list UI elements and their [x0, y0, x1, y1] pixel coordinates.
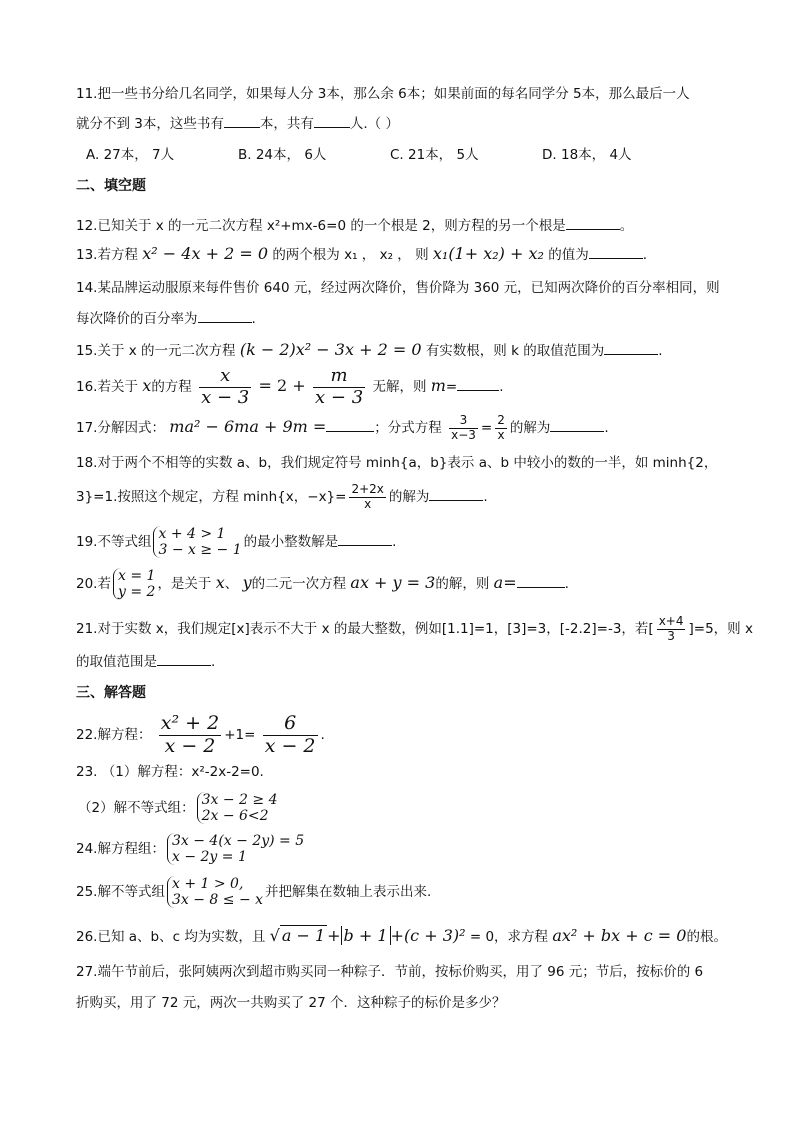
- q17-text-a: 17.分解因式：: [76, 420, 165, 436]
- q27-line1: 27.端午节前后，张阿姨两次到超市购买同一种粽子．节前，按标价购买，用了 96 元；节后，按标价的 6: [76, 964, 704, 980]
- numerator: 2: [497, 412, 505, 427]
- q12: [76, 215, 633, 236]
- q11-text-c: 人.（ ）: [349, 116, 399, 132]
- q26-text-a: 26.已知 a、b、c 均为实数，且: [76, 929, 266, 945]
- q11-text-b: 本，共有: [259, 116, 314, 132]
- q22-end: .: [320, 727, 325, 743]
- q25-text-b: 并把解集在数轴上表示出来.: [265, 884, 432, 900]
- q26: [76, 924, 727, 949]
- answer-blank[interactable]: [224, 113, 260, 128]
- system-line: 3x − 8 ≤ − x: [171, 892, 264, 908]
- q16-text-a: 16.若关于: [76, 379, 138, 396]
- q22-text-a: 22.解方程：: [76, 727, 152, 743]
- q25: [76, 872, 431, 912]
- q15-equation: (k − 2)x² − 3x + 2 = 0: [239, 340, 422, 359]
- q24: [76, 829, 306, 869]
- q13-equation: x² − 4x + 2 = 0: [142, 244, 269, 263]
- numerator: m: [313, 366, 365, 388]
- q27-line2: 折购买，用了 72 元，两次一共购买了 27 个．这种粽子的标价是多少？: [76, 995, 506, 1011]
- q13-text-b: 的两个根为 x₁ ， x₂ ， 则: [272, 247, 429, 263]
- system-line: x = 1: [117, 567, 156, 584]
- system-line: y = 2: [117, 584, 156, 600]
- q16-var-m: m: [430, 376, 446, 396]
- q11-line2: [76, 113, 399, 134]
- q11-options: [86, 145, 632, 165]
- q12-end: 。: [619, 218, 634, 234]
- q21-fraction: [657, 615, 686, 644]
- q23-line1: 23. （1）解方程：x²-2x-2=0.: [76, 764, 264, 780]
- system-line: x + 1 > 0,: [171, 875, 244, 892]
- section-title-solve: 三、解答题: [76, 685, 146, 701]
- q15: [76, 340, 663, 361]
- q16-fraction-right: [313, 366, 365, 408]
- system-line: 3x − 2 ≥ 4: [201, 791, 278, 808]
- system-line: 3x − 4(x − 2y) = 5: [171, 832, 305, 849]
- q24-text-a: 24.解方程组：: [76, 841, 165, 857]
- q23-line2: [78, 788, 279, 828]
- numerator: 3: [449, 414, 478, 429]
- q22-mid: +1=: [224, 727, 256, 743]
- numerator: 2+2x: [351, 481, 384, 496]
- denominator: 3: [667, 628, 675, 643]
- q20-text-b: ，是关于: [157, 576, 212, 592]
- q13-text-a: 13.若方程: [76, 247, 138, 263]
- q16-mid: = 2 +: [258, 376, 306, 396]
- q26-text-eq: = 0，求方程: [469, 929, 549, 945]
- q20-var-x: x: [215, 573, 225, 592]
- answer-blank[interactable]: [457, 376, 499, 391]
- q14-text: 每次降价的百分率为: [76, 311, 198, 327]
- q20-eq: =: [503, 573, 517, 592]
- q17-text-c: 的解为: [509, 420, 551, 436]
- q20-var-y: y: [242, 573, 252, 592]
- q16-fraction-left: [199, 366, 251, 408]
- q23-text-a: （2）解不等式组：: [78, 800, 195, 816]
- answer-blank[interactable]: [566, 215, 620, 230]
- q24-equation-system: [167, 833, 304, 865]
- q19: [76, 522, 396, 562]
- q22: [76, 712, 325, 758]
- q26-text-b: 的根。: [686, 929, 727, 945]
- q13: [76, 244, 647, 265]
- answer-blank[interactable]: [338, 531, 392, 546]
- answer-blank[interactable]: [589, 244, 643, 259]
- answer-blank[interactable]: [604, 340, 658, 355]
- denominator: x − 2: [164, 734, 216, 757]
- q21-text-b: ]=5，则 x: [688, 621, 753, 637]
- q19-inequality-system: [153, 526, 241, 558]
- radicand: a − 1: [281, 926, 326, 945]
- q12-text: 12.已知关于 x 的一元二次方程 x²+mx-6=0 的一个根是 2，则方程的另一个根是: [76, 218, 566, 234]
- q17-fraction-left: [449, 414, 478, 443]
- denominator: x − 2: [264, 734, 316, 757]
- answer-blank[interactable]: [326, 417, 374, 432]
- q14-end: .: [251, 311, 256, 327]
- q15-text-b: 有实数根，则 k 的取值范围为: [425, 343, 605, 359]
- q17-expression: ma² − 6ma + 9m =: [169, 417, 327, 436]
- q20-text-a: 20.若: [76, 576, 111, 592]
- q25-inequality-system: [167, 876, 263, 908]
- answer-blank[interactable]: [429, 486, 483, 501]
- q17-fraction-right: [495, 414, 507, 443]
- q16: [76, 366, 504, 408]
- q20-text-d: 的解，则: [435, 576, 490, 592]
- answer-blank[interactable]: [517, 573, 565, 588]
- q13-expression: x₁(1+ x₂) + x₂: [432, 244, 544, 263]
- q15-text-a: 15.关于 x 的一元二次方程: [76, 343, 236, 359]
- numerator: x+4: [658, 613, 684, 628]
- q19-text-b: 的最小整数解是: [243, 534, 339, 550]
- q23-inequality-system: [197, 792, 278, 824]
- q26-plus: +: [390, 926, 404, 945]
- q17-end: .: [604, 420, 609, 436]
- system-line: 2x − 6<2: [201, 808, 269, 824]
- option-b[interactable]: B. 24本， 6人: [238, 147, 327, 163]
- system-line: x − 2y = 1: [171, 849, 247, 865]
- system-line: x + 4 > 1: [158, 525, 226, 542]
- q16-end: .: [499, 379, 504, 396]
- q17: [76, 412, 609, 443]
- q18-line2: [76, 482, 488, 512]
- q16-text-b: 的方程: [151, 379, 192, 396]
- q26-sqrt: √ a − 1: [269, 926, 326, 945]
- q18-text-a: 3}=1.按照这个规定，方程 minh{x，−x}=: [76, 489, 347, 505]
- q18-text-b: 的解为: [388, 489, 430, 505]
- q21-text-a: 21.对于实数 x，我们规定[x]表示不大于 x 的最大整数，例如[1.1]=1，[3]=3，[-2.2]=-3，若[: [76, 621, 654, 637]
- q18-fraction: [349, 483, 385, 512]
- denominator: x − 3: [201, 386, 250, 408]
- q19-end: .: [392, 534, 397, 550]
- numerator: 6: [263, 713, 318, 736]
- numerator: x² + 2: [160, 711, 220, 734]
- q20-end: .: [564, 576, 569, 592]
- answer-blank[interactable]: [550, 417, 604, 432]
- numerator: x: [199, 366, 251, 388]
- q21-line2: [76, 651, 215, 672]
- q22-fraction-right: [263, 713, 318, 758]
- q22-fraction-left: [159, 713, 221, 758]
- q20-equation: ax + y = 3: [350, 573, 436, 592]
- q14-line1: 14.某品牌运动服原来每件售价 640 元，经过两次降价，售价降为 360 元，已知两次降价的百分率相同，则: [76, 280, 720, 296]
- q14-line2: [76, 308, 256, 329]
- q26-plus: +: [327, 926, 341, 945]
- option-a[interactable]: A. 27本， 7人: [86, 147, 175, 163]
- q20-solution-system: [113, 568, 155, 600]
- q18-line1: 18.对于两个不相等的实数 a、b，我们规定符号 minh{a，b}表示 a、b 中较小的数的一半，如 minh{2，: [76, 455, 718, 471]
- q13-end: .: [642, 247, 648, 263]
- q20: [76, 563, 569, 604]
- q21-end: .: [211, 654, 216, 670]
- q17-text-b: ；分式方程: [374, 420, 442, 436]
- q20-sep: 、: [224, 576, 239, 592]
- q26-equation: ax² + bx + c = 0: [552, 926, 687, 945]
- denominator: x: [497, 427, 505, 442]
- q13-text-c: 的值为: [548, 247, 589, 263]
- answer-blank[interactable]: [314, 113, 350, 128]
- q16-var-x: x: [142, 376, 152, 396]
- q11-text-a: 就分不到 3本，这些书有: [76, 116, 224, 132]
- q17-eq: =: [480, 420, 493, 436]
- answer-blank[interactable]: [157, 651, 211, 666]
- q26-absolute: b + 1: [341, 926, 391, 945]
- q26-square: (c + 3)²: [403, 926, 466, 945]
- q18-end: .: [483, 489, 488, 505]
- q20-text-c: 的二元一次方程: [251, 576, 347, 592]
- denominator: x: [364, 496, 372, 511]
- q25-text-a: 25.解不等式组: [76, 884, 165, 900]
- section-title-fill-in: 二、填空题: [76, 178, 146, 194]
- q16-text-c: 无解，则: [372, 379, 427, 396]
- denominator: x−3: [451, 427, 476, 442]
- q16-eq: =: [445, 379, 458, 396]
- q21-text-c: 的取值范围是: [76, 654, 157, 670]
- option-d[interactable]: D. 18本， 4人: [542, 147, 632, 163]
- denominator: x − 3: [315, 386, 364, 408]
- system-line: 3 − x ≥ − 1: [158, 542, 242, 558]
- option-c[interactable]: C. 21本， 5人: [390, 147, 479, 163]
- q21-line1: [76, 614, 753, 644]
- answer-blank[interactable]: [198, 308, 252, 323]
- q11-line1: 11.把一些书分给几名同学，如果每人分 3本，那么余 6本；如果前面的每名同学分 5本，那么最后一人: [76, 86, 690, 102]
- q19-text-a: 19.不等式组: [76, 534, 152, 550]
- q20-var-a: a: [493, 573, 504, 592]
- q15-end: .: [658, 343, 663, 359]
